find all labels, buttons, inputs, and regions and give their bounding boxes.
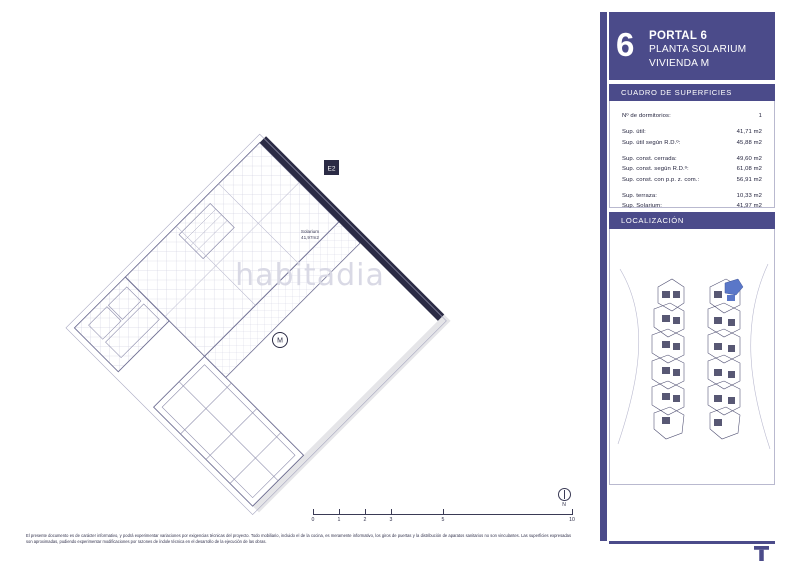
title-unit: VIVIENDA M xyxy=(649,57,710,69)
scale-tick-label: 2 xyxy=(363,517,367,523)
surfaces-heading: CUADRO DE SUPERFICIES xyxy=(609,84,775,101)
location-key-plan xyxy=(609,229,775,485)
surfaces-table xyxy=(609,101,775,208)
scale-tick-label: 0 xyxy=(311,517,315,523)
surface-value: 41,97 m2 xyxy=(736,203,762,210)
surface-value: 56,91 m2 xyxy=(736,176,762,183)
surface-label: Sup. const. según R.D.º: xyxy=(622,166,689,173)
watermark: habitadia xyxy=(235,258,385,293)
plan-geometry xyxy=(66,132,451,517)
title-portal: PORTAL 6 xyxy=(649,30,708,42)
surface-label: Sup. Solarium: xyxy=(622,203,663,210)
panel-footer xyxy=(609,541,775,564)
surface-row xyxy=(622,175,762,185)
surface-label: Sup. terraza: xyxy=(622,192,658,199)
surface-row xyxy=(622,201,762,211)
surface-label: Sup. útil según R.D.º: xyxy=(622,139,681,146)
north-arrow-icon xyxy=(552,488,576,514)
surface-value: 49,60 m2 xyxy=(736,155,762,162)
surface-row xyxy=(622,154,762,164)
surface-label: Nº de dormitorios: xyxy=(622,113,671,119)
stair-marker xyxy=(324,160,339,175)
key-plan-building-right xyxy=(708,279,743,439)
scale-tick-label: 1 xyxy=(337,517,341,523)
surface-value: 10,33 m2 xyxy=(736,192,762,199)
surface-label: Sup. const. con p.p. z. com.: xyxy=(622,176,700,183)
surface-value: 45,88 m2 xyxy=(736,139,762,146)
developer-logo-icon xyxy=(754,546,769,561)
room-label-line2: 41,97m2 xyxy=(301,235,319,240)
surface-value: 1 xyxy=(758,113,762,119)
surface-row xyxy=(622,127,762,137)
unit-marker xyxy=(273,333,288,348)
surface-label: Sup. const. cerrada: xyxy=(622,155,677,162)
title-block xyxy=(609,12,775,80)
surface-row xyxy=(622,191,762,201)
surface-row xyxy=(622,164,762,174)
unit-marker-label: M xyxy=(277,337,283,345)
title-floor: PLANTA SOLARIUM xyxy=(649,44,747,56)
surface-row xyxy=(622,138,762,148)
info-panel xyxy=(600,12,775,552)
surface-value: 61,08 m2 xyxy=(736,166,762,173)
scale-tick-label: 10 xyxy=(569,517,575,523)
portal-number: 6 xyxy=(616,26,635,63)
key-plan-highlighted-unit xyxy=(725,279,743,301)
scale-tick-label: 3 xyxy=(389,517,393,523)
scale-tick-label: 5 xyxy=(441,517,445,523)
panel-accent-bar xyxy=(600,12,607,541)
surface-value: 41,71 m2 xyxy=(736,129,762,136)
scale-bar xyxy=(313,508,573,528)
key-plan-vector xyxy=(610,229,775,484)
surface-row xyxy=(622,111,762,121)
key-plan-building-left xyxy=(652,279,684,439)
surface-label: Sup. útil: xyxy=(622,129,646,136)
north-label: N xyxy=(562,502,566,508)
disclaimer-text: El presente documento es de carácter informativo, y podrá experimentar variaciones por exigencias técnicas del proyecto. Todo mobiliario, incluido el de la cocina, es meramente informativo, los giros de puertas y la distribución de aparatos sanitarios no son vinculantes. Las superficies expresadas son aproximadas, pudiendo experimentar modificaciones por razones de índole técnica en el desarrollo de la ejecución de las obras. xyxy=(26,533,571,545)
location-heading: LOCALIZACIÓN xyxy=(609,212,775,229)
stair-marker-label: E2 xyxy=(327,165,336,173)
room-label-line1: Solarium xyxy=(300,229,320,234)
